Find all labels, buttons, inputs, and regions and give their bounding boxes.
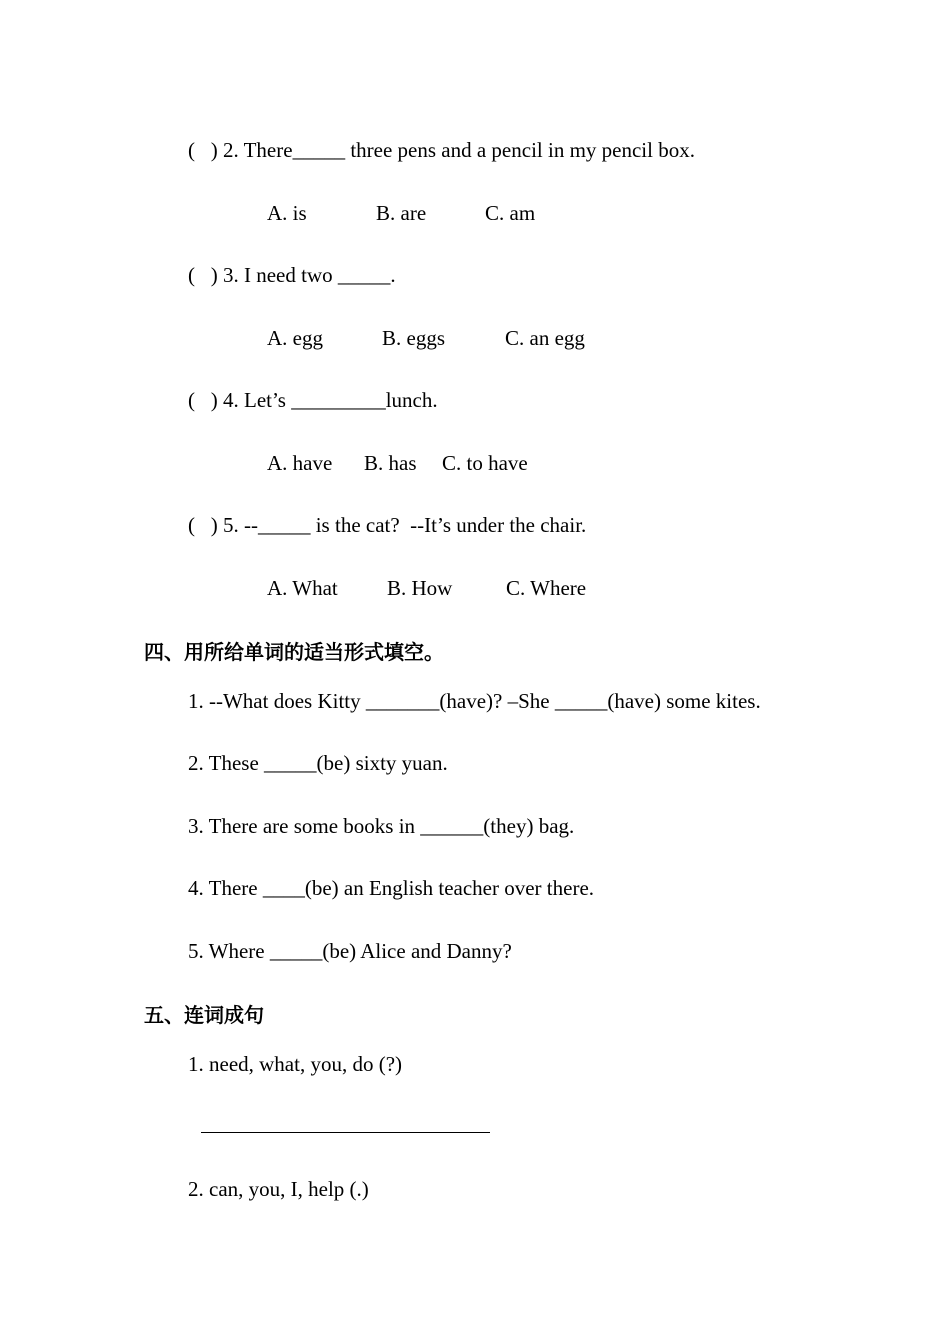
question-2-option-a: A. is	[267, 201, 307, 225]
question-3-option-a: A. egg	[267, 326, 323, 350]
fill-item-3: 3. There are some books in ______(they) bag.	[188, 814, 575, 838]
question-3-option-b: B. eggs	[382, 326, 445, 350]
fill-item-4: 4. There ____(be) an English teacher over there.	[188, 876, 595, 900]
fill-item-5: 5. Where _____(be) Alice and Danny?	[188, 939, 512, 963]
sentence-item-1: 1. need, what, you, do (?)	[188, 1052, 403, 1076]
question-4-option-a: A. have	[267, 451, 333, 475]
section-4-heading: 四、用所给单词的适当形式填空。	[144, 640, 444, 664]
question-2-stem: ( ) 2. There_____ three pens and a pencil in my pencil box.	[188, 138, 695, 162]
sentence-item-2: 2. can, you, I, help (.)	[188, 1177, 369, 1201]
question-5-option-c: C. Where	[506, 576, 587, 600]
question-3-stem: ( ) 3. I need two _____.	[188, 263, 396, 287]
question-2-option-c: C. am	[485, 201, 536, 225]
question-3-option-c: C. an egg	[505, 326, 585, 350]
question-5-option-a: A. What	[267, 576, 338, 600]
question-4-option-c: C. to have	[442, 451, 528, 475]
question-4-option-b: B. has	[364, 451, 417, 475]
question-4-stem: ( ) 4. Let’s _________lunch.	[188, 388, 438, 412]
answer-blank-line[interactable]	[201, 1132, 490, 1133]
question-5-stem: ( ) 5. --_____ is the cat? --It’s under the chair.	[188, 513, 587, 537]
fill-item-2: 2. These _____(be) sixty yuan.	[188, 751, 448, 775]
fill-item-1: 1. --What does Kitty _______(have)? –She _____(have) some kites.	[188, 689, 761, 713]
question-5-option-b: B. How	[387, 576, 453, 600]
section-5-heading: 五、连词成句	[144, 1003, 264, 1027]
question-2-option-b: B. are	[376, 201, 427, 225]
